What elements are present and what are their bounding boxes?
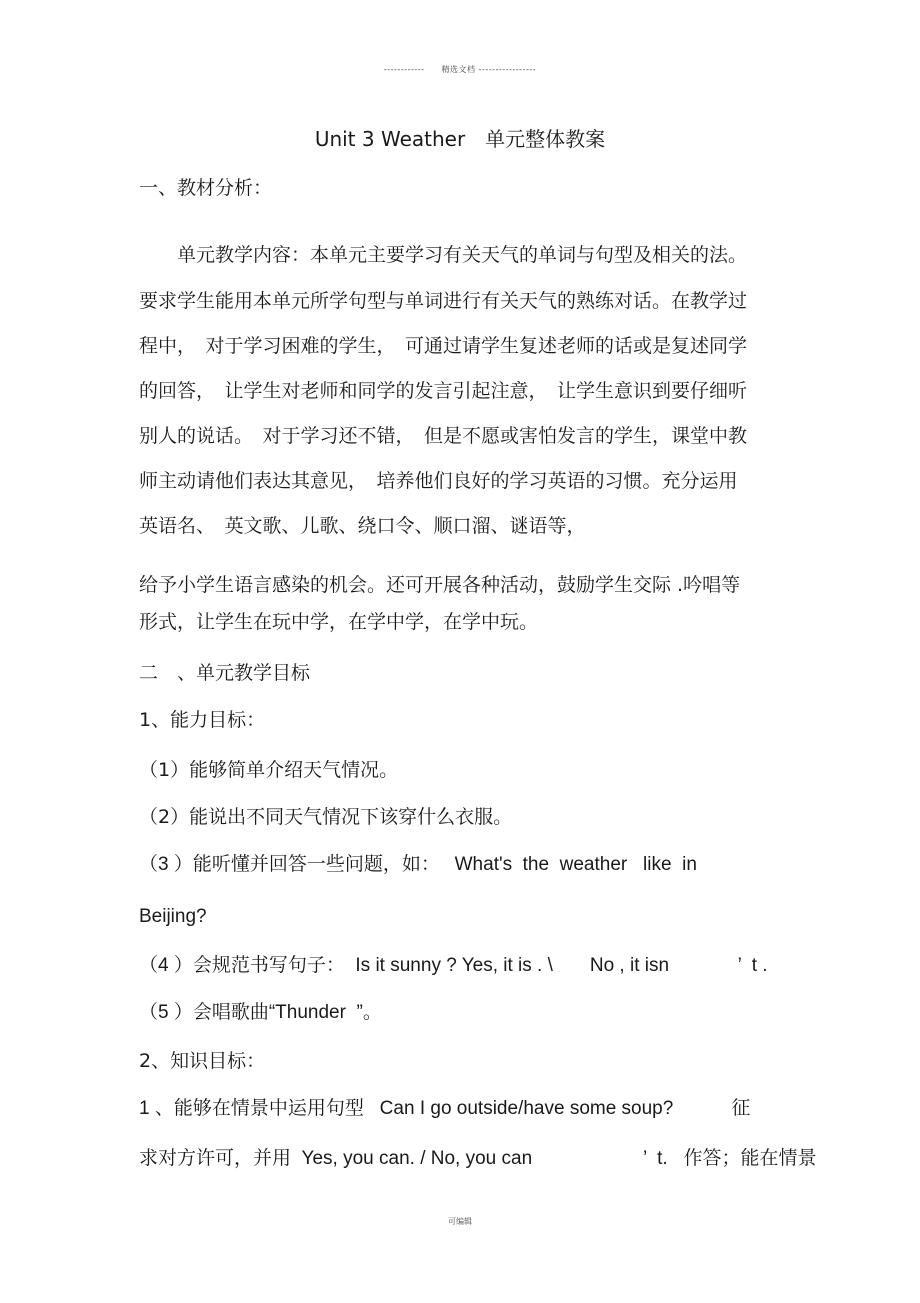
list-item-continuation: Beijing? bbox=[139, 906, 207, 927]
list-item: 1 、能够在情景中运用句型 Can I go outside/have some soup? 征 bbox=[139, 1098, 751, 1119]
page-header: ------------ 精选文档 ----------------- bbox=[383, 65, 537, 74]
paragraph-line: 的回答， 让学生对老师和同学的发言引起注意， 让学生意识到要仔细听 bbox=[139, 380, 748, 402]
subheading-knowledge: 2、知识目标： bbox=[139, 1050, 266, 1072]
paragraph-line: 程中， 对于学习困难的学生， 可通过请学生复述老师的话或是复述同学 bbox=[139, 335, 748, 357]
paragraph-line: 师主动请他们表达其意见， 培养他们良好的学习英语的习惯。充分运用 bbox=[139, 470, 738, 492]
list-item: （2）能说出不同天气情况下该穿什么衣服。 bbox=[139, 806, 513, 828]
list-item: （3 ）能听懂并回答一些问题，如： What's the weather like in bbox=[139, 854, 697, 875]
subheading-ability: 1、能力目标： bbox=[139, 709, 266, 731]
section-heading-2: 二 、单元教学目标 bbox=[139, 662, 311, 684]
section-heading-1: 一、教材分析： bbox=[139, 177, 273, 199]
paragraph-line: 形式，让学生在玩中学，在学中学，在学中玩。 bbox=[139, 611, 539, 633]
paragraph-line: 英语名、 英文歌、儿歌、绕口令、顺口溜、谜语等， bbox=[139, 515, 586, 537]
list-item: （5 ）会唱歌曲“Thunder ”。 bbox=[139, 1002, 382, 1023]
page-footer: 可编辑 bbox=[448, 1217, 472, 1226]
paragraph-line: 单元教学内容：本单元主要学习有关天气的单词与句型及相关的法。 bbox=[139, 244, 748, 266]
paragraph-line: 别人的说话。 对于学习还不错， 但是不愿或害怕发言的学生，课堂中教 bbox=[139, 425, 748, 447]
list-item: （1）能够简单介绍天气情况。 bbox=[139, 759, 399, 781]
list-item: （4 ）会规范书写句子： Is it sunny ? Yes, it is . \ No , it isn ’ t . bbox=[139, 955, 768, 976]
list-item-continuation: 求对方许可，并用 Yes, you can. / No, you can ’ t. 作答；能在情景 bbox=[139, 1148, 817, 1169]
document-title: Unit 3 Weather 单元整体教案 bbox=[314, 127, 606, 151]
paragraph-line: 要求学生能用本单元所学句型与单词进行有关天气的熟练对话。在教学过 bbox=[139, 290, 748, 312]
paragraph-line: 给予小学生语言感染的机会。还可开展各种活动，鼓励学生交际 .吟唱等 bbox=[139, 574, 741, 596]
